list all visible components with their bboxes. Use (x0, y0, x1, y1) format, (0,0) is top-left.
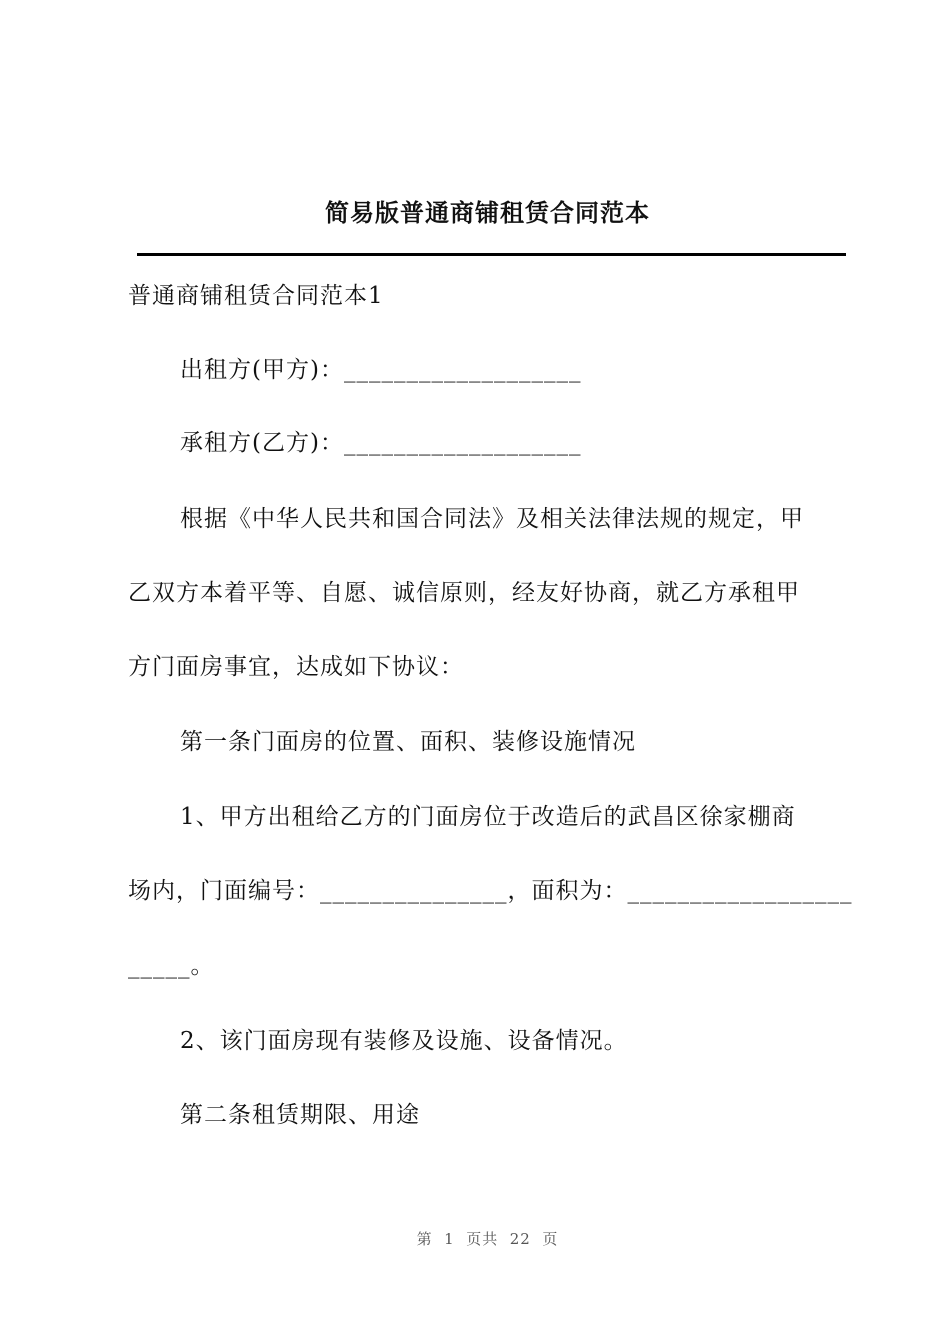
body-text-line: 2、该门面房现有装修及设施、设备情况。 (180, 1028, 628, 1054)
lessee-line: 承租方(乙方)：___________________ (180, 430, 582, 456)
section-heading: 普通商铺租赁合同范本1 (128, 283, 384, 309)
title-underline (137, 253, 846, 256)
article-heading: 第一条门面房的位置、面积、装修设施情况 (180, 729, 636, 755)
document-title: 简易版普通商铺租赁合同范本 (325, 199, 650, 227)
body-text-line: 1、甲方出租给乙方的门面房位于改造后的武昌区徐家棚商 (180, 804, 796, 830)
body-text-line: _____。 (128, 953, 215, 979)
body-text-line: 场内，门面编号：_______________，面积为：__________________ (128, 878, 853, 904)
page-number-footer: 第 1 页共 22 页 (416, 1230, 559, 1248)
body-text-line: 方门面房事宜，达成如下协议： (128, 654, 464, 680)
lessor-line: 出租方(甲方)：___________________ (180, 357, 582, 383)
body-text-line: 乙双方本着平等、自愿、诚信原则，经友好协商，就乙方承租甲 (128, 580, 800, 606)
body-text-line: 根据《中华人民共和国合同法》及相关法律法规的规定，甲 (180, 506, 804, 532)
article-heading: 第二条租赁期限、用途 (180, 1102, 420, 1128)
